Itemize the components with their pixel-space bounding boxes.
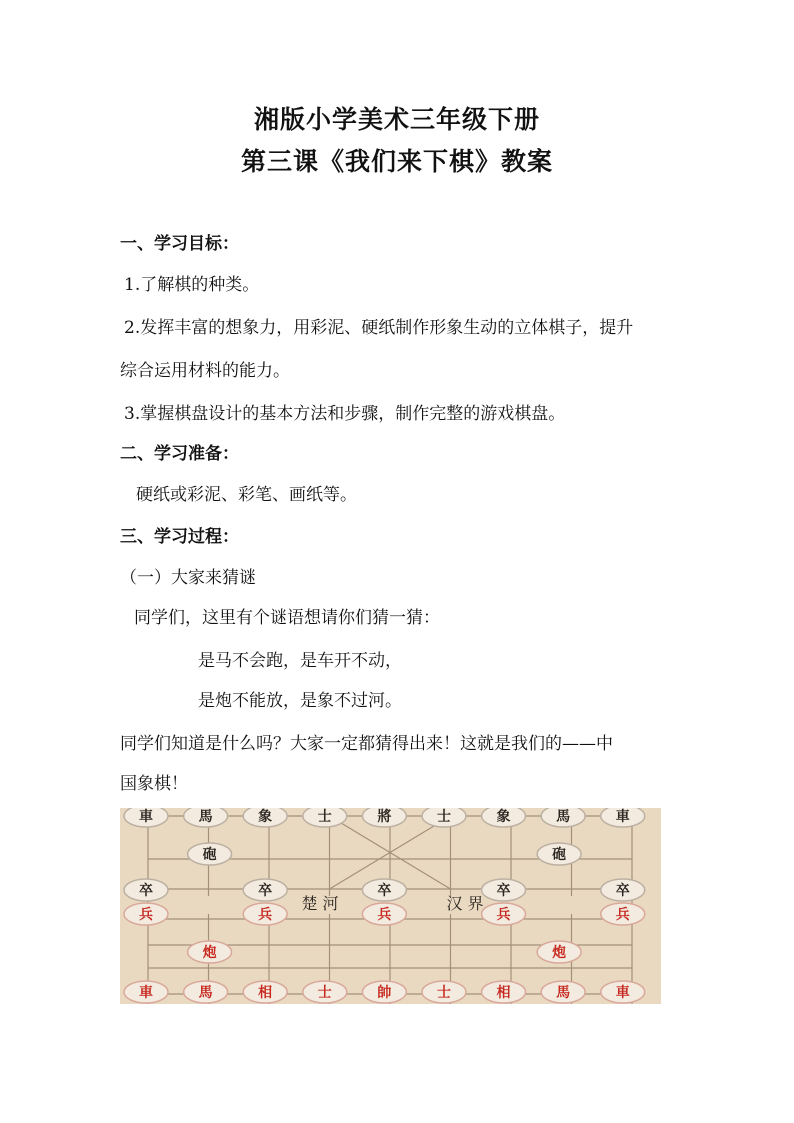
red-cannon — [188, 941, 232, 963]
black-piece — [243, 808, 287, 827]
red-piece — [243, 981, 287, 1003]
black-soldier — [124, 879, 168, 901]
prep-heading: 二、学习准备： — [120, 444, 239, 464]
red-soldier — [482, 903, 526, 925]
goal-2-line-1: 2.发挥丰富的想象力，用彩泥、硬纸制作形象生动的立体棋子，提升 — [124, 318, 634, 338]
black-piece — [601, 808, 645, 827]
piece-glyph: 兵 — [615, 907, 630, 923]
red-cannon — [537, 941, 581, 963]
red-piece — [184, 981, 228, 1003]
red-piece — [303, 981, 347, 1003]
red-soldier — [124, 903, 168, 925]
page-title: 湘版小学美术三年级下册 — [253, 105, 540, 134]
piece-glyph: 士 — [436, 985, 451, 1001]
red-piece — [422, 981, 466, 1003]
goals-heading: 一、学习目标： — [120, 234, 239, 254]
black-piece — [541, 808, 585, 827]
piece-glyph: 兵 — [496, 907, 511, 923]
river-right-label: 汉 界 — [446, 894, 484, 913]
black-piece — [422, 808, 466, 827]
piece-glyph: 車 — [139, 985, 153, 1001]
piece-glyph: 馬 — [198, 809, 213, 825]
goal-3: 3.掌握棋盘设计的基本方法和步骤，制作完整的游戏棋盘。 — [124, 404, 566, 424]
black-piece — [303, 808, 347, 827]
red-piece — [124, 981, 168, 1003]
piece-glyph: 將 — [377, 809, 392, 825]
piece-glyph: 卒 — [258, 883, 273, 899]
prep-text: 硬纸或彩泥、彩笔、画纸等。 — [136, 485, 357, 505]
piece-glyph: 卒 — [496, 883, 511, 899]
red-piece — [541, 981, 585, 1003]
black-piece — [184, 808, 228, 827]
piece-glyph: 象 — [496, 809, 511, 825]
black-soldier — [362, 879, 406, 901]
black-piece — [482, 808, 526, 827]
goal-2-line-2: 综合运用材料的能力。 — [120, 361, 290, 381]
answer-line-1: 同学们知道是什么吗？大家一定都猜得出来！这就是我们的——中 — [120, 734, 613, 754]
red-soldier — [362, 903, 406, 925]
black-cannon — [188, 843, 232, 865]
piece-glyph: 馬 — [556, 985, 571, 1001]
black-piece — [362, 808, 406, 827]
piece-glyph: 卒 — [377, 883, 392, 899]
red-soldier — [243, 903, 287, 925]
red-piece — [482, 981, 526, 1003]
black-soldier — [482, 879, 526, 901]
piece-glyph: 馬 — [198, 985, 213, 1001]
process-heading: 三、学习过程： — [120, 527, 239, 547]
red-piece — [601, 981, 645, 1003]
piece-glyph: 兵 — [377, 907, 392, 923]
riddle-line-1: 是马不会跑，是车开不动， — [198, 651, 402, 671]
chess-board-photo — [120, 808, 661, 1004]
piece-glyph: 卒 — [615, 883, 630, 899]
piece-glyph: 兵 — [139, 907, 153, 923]
piece-glyph: 砲 — [552, 847, 567, 863]
black-piece — [124, 808, 168, 827]
piece-glyph: 砲 — [202, 847, 217, 863]
black-soldier — [601, 879, 645, 901]
black-cannon — [537, 843, 581, 865]
piece-glyph: 士 — [436, 809, 451, 825]
riddle-intro: 同学们，这里有个谜语想请你们猜一猜： — [134, 608, 440, 628]
riddle-line-2: 是炮不能放，是象不过河。 — [198, 691, 402, 711]
piece-glyph: 帥 — [377, 985, 392, 1001]
piece-glyph: 車 — [615, 985, 630, 1001]
piece-glyph: 兵 — [258, 907, 273, 923]
piece-glyph: 士 — [317, 985, 332, 1001]
black-soldier — [243, 879, 287, 901]
page-subtitle: 第三课《我们来下棋》教案 — [240, 147, 553, 176]
river-left-label: 楚 河 — [301, 894, 339, 913]
goal-1: 1.了解棋的种类。 — [124, 275, 260, 295]
red-piece — [362, 981, 406, 1003]
piece-glyph: 馬 — [556, 809, 571, 825]
red-soldier — [601, 903, 645, 925]
piece-glyph: 士 — [317, 809, 332, 825]
xiangqi-board — [120, 808, 661, 1004]
piece-glyph: 車 — [615, 809, 630, 825]
answer-line-2: 国象棋！ — [120, 774, 188, 794]
step-1-title: （一）大家来猜谜 — [120, 568, 256, 588]
piece-glyph: 炮 — [552, 945, 567, 961]
piece-glyph: 象 — [258, 809, 273, 825]
piece-glyph: 相 — [258, 985, 273, 1001]
piece-glyph: 卒 — [139, 883, 153, 899]
piece-glyph: 炮 — [202, 945, 217, 961]
piece-glyph: 車 — [139, 809, 153, 825]
piece-glyph: 相 — [496, 985, 511, 1001]
